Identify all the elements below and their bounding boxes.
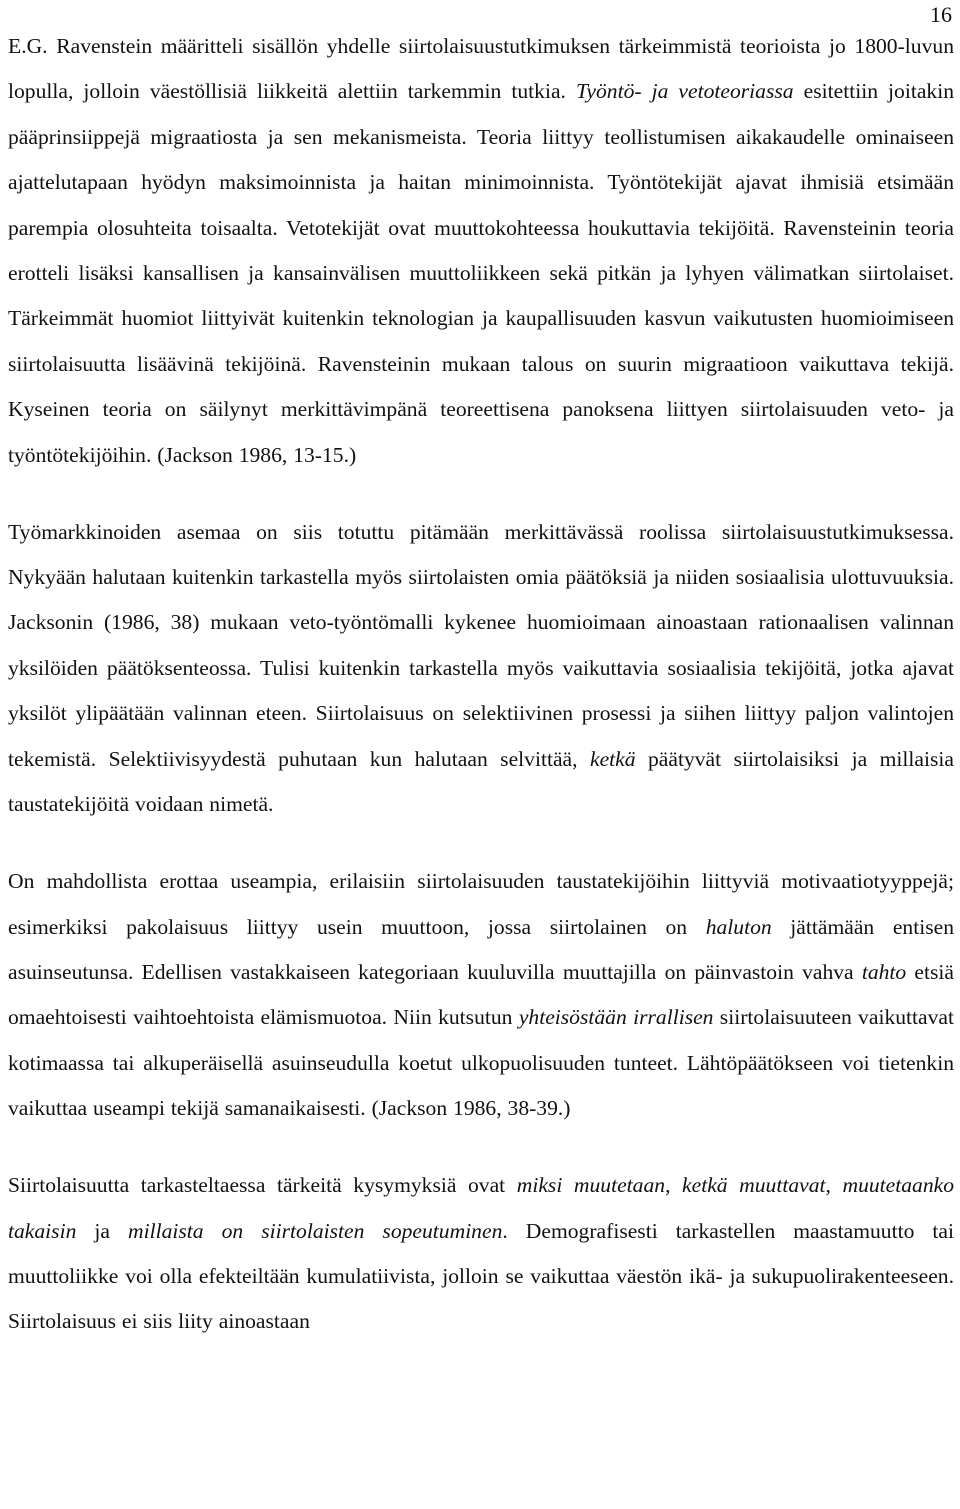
text-run: . Demografisesti tarkastellen maastamuutto tai muuttoliikke voi olla efekteiltään kumulatiivista, jolloin se vaikuttaa väestön ikä- ja sukupuolirakenteeseen. Siirtolaisuus ei siis liity ainoastaan [8, 1218, 954, 1334]
paragraph-motivation-types [8, 859, 954, 1131]
text-run: On mahdollista erottaa useampia, erilaisiin siirtolaisuuden taustatekijöihin liittyviä motivaatiotyyppejä; esimerkiksi pakolaisuus liittyy usein muuttoon, jossa siirtolainen on [8, 869, 954, 939]
text-run: esitettiin joitakin pääprinsiippejä migraatiosta ja sen mekanismeista. Teoria liittyy teollistumisen aikakaudelle ominaiseen ajattelutapaan hyödyn maksimoinnista ja haitan minimoinnista. Työntötekijät ajavat ihmisiä etsimään parempia olosuhteita toisaalta. Vetotekijät ovat muuttokohteessa houkuttavia tekijöitä. Ravensteinin teoria erotteli lisäksi kansallisen ja kansainvälisen muuttoliikkeen sekä pitkän ja lyhyen välimatkan siirtolaiset. Tärkeimmät huomiot liittyivät kuitenkin teknologian ja kaupallisuuden kasvun vaikutusten huomioimiseen siirtolaisuutta lisäävinä tekijöinä. Ravensteinin mukaan talous on suurin migraatioon vaikuttava tekijä. Kyseinen teoria on säilynyt merkittävimpänä teoreettisena panoksena liittyen siirtolaisuuden veto- ja työntötekijöihin. (Jackson 1986, 13-15.) [8, 79, 954, 467]
text-run: Siirtolaisuutta tarkasteltaessa tärkeitä kysymyksiä ovat [8, 1173, 517, 1198]
text-run: ja [76, 1218, 129, 1243]
page-number: 16 [930, 2, 952, 27]
text-run: E.G. Ravenstein määritteli sisällön yhdelle siirtolaisuustutkimuksen tärkeimmistä teorioista jo 1800-luvun lopulla, jolloin väestöllisiä liikkeitä alettiin tarkemmin tutkia. [8, 34, 954, 104]
italic-text-run: miksi muutetaan [516, 1173, 666, 1198]
document-body [8, 24, 954, 1345]
italic-text-run: ketkä muuttavat [682, 1173, 826, 1198]
italic-text-run: ketkä [589, 746, 636, 771]
text-run: etsiä omaehtoisesti vaihtoehtoista elämismuotoa. Niin kutsutun [8, 959, 954, 1030]
text-run: , [665, 1173, 683, 1198]
italic-text-run: Työntö- ja vetoteoriassa [576, 79, 794, 104]
text-run: jättämään entisen asuinseutunsa. Edellisen vastakkaiseen kategoriaan kuuluvilla muuttajilla on päinvastoin vahva [8, 914, 955, 984]
text-run: Työmarkkinoiden asemaa on siis totuttu pitämään merkittävässä roolissa siirtolaisuustutkimuksessa. Nykyään halutaan kuitenkin tarkastella myös siirtolaisten omia päätöksiä ja niiden sosiaalisia ulottuvuuksia. Jacksonin (1986, 38) mukaan veto-työntömalli kykenee huomioimaan ainoastaan rationaalisen valinnan yksilöiden päätöksenteossa. Tulisi kuitenkin tarkastella myös vaikuttavia sosiaalisia tekijöitä, jotka ajavat yksilöt ylipäätään valinnan eteen. Siirtolaisuus on selektiivinen prosessi ja siihen liittyy paljon valintojen tekemistä. Selektiivisyydestä puhutaan kun halutaan selvittää, [8, 519, 954, 771]
paragraph-ravenstein [8, 24, 954, 478]
italic-text-run: yhteisöstään irrallisen [518, 1005, 714, 1030]
italic-text-run: haluton [705, 914, 772, 939]
paragraph-labor-markets [8, 510, 954, 828]
text-run: siirtolaisuuteen vaikuttavat kotimaassa tai alkuperäisellä asuinseudulla koetut ulkopuolisuuden tunteet. Lähtöpäätökseen voi tietenkin vaikuttaa useampi tekijä samanaikaisesti. (Jackson 1986, 38-39.) [8, 1005, 954, 1121]
italic-text-run: millaista on siirtolaisten sopeutuminen [128, 1218, 503, 1243]
text-run: päätyvät siirtolaisiksi ja millaisia taustatekijöitä voidaan nimetä. [8, 746, 954, 817]
text-run: , [825, 1173, 843, 1198]
italic-text-run: muutetaanko takaisin [8, 1173, 955, 1243]
italic-text-run: tahto [861, 959, 907, 984]
paragraph-key-questions [8, 1163, 954, 1345]
